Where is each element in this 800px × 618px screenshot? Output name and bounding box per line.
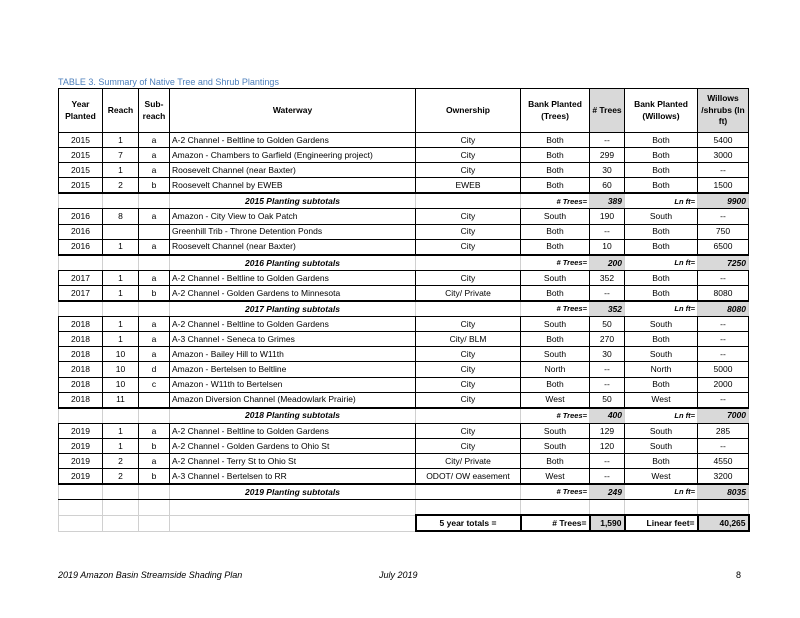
cell-ownership: City: [416, 347, 521, 362]
cell-bank-willows: Both: [625, 163, 698, 178]
cell-subreach: b: [139, 469, 170, 485]
cell-reach: 1: [103, 239, 139, 255]
cell-year: 2018: [59, 362, 103, 377]
cell-ownership: City: [416, 438, 521, 453]
subtotal-spacer: [139, 408, 170, 424]
cell-num-trees: 129: [590, 423, 625, 438]
subtotal-spacer: [139, 484, 170, 500]
cell-willows: 5400: [698, 133, 749, 148]
cell-year: 2015: [59, 163, 103, 178]
cell-reach: 1: [103, 317, 139, 332]
cell-subreach: b: [139, 285, 170, 301]
cell-bank-trees: Both: [521, 285, 590, 301]
cell-subreach: b: [139, 178, 170, 194]
cell-reach: 1: [103, 285, 139, 301]
subtotal-trees-value: 352: [590, 301, 625, 317]
cell-bank-trees: South: [521, 423, 590, 438]
cell-reach: 2: [103, 453, 139, 468]
subtotal-row: [59, 255, 749, 271]
header-willows: Willows /shrubs (ln ft): [698, 89, 749, 133]
cell-bank-trees: Both: [521, 453, 590, 468]
subtotal-spacer: [416, 193, 521, 209]
cell-bank-willows: South: [625, 209, 698, 224]
subtotal-label: 2018 Planting subtotals: [170, 408, 416, 424]
subtotal-spacer: [416, 255, 521, 271]
cell-subreach: a: [139, 317, 170, 332]
subtotal-trees-value: 389: [590, 193, 625, 209]
cell-year: 2018: [59, 347, 103, 362]
subtotal-spacer: [59, 193, 103, 209]
header-waterway: Waterway: [170, 89, 416, 133]
table-row: [59, 148, 749, 163]
subtotal-trees-label: # Trees=: [521, 193, 590, 209]
subtotal-spacer: [139, 255, 170, 271]
cell-waterway: A-2 Channel - Golden Gardens to Minnesota: [170, 285, 416, 301]
subtotal-feet-value: 7000: [698, 408, 749, 424]
cell-num-trees: 352: [590, 270, 625, 285]
cell-year: 2018: [59, 317, 103, 332]
cell-bank-trees: Both: [521, 239, 590, 255]
cell-waterway: A-2 Channel - Golden Gardens to Ohio St: [170, 438, 416, 453]
cell-willows: 8080: [698, 285, 749, 301]
table-row: [59, 377, 749, 392]
cell-waterway: Amazon - City View to Oak Patch: [170, 209, 416, 224]
table-row: [59, 362, 749, 377]
cell-year: 2018: [59, 332, 103, 347]
table-body: [59, 133, 749, 500]
cell-bank-willows: Both: [625, 224, 698, 239]
cell-waterway: Amazon Diversion Channel (Meadowlark Prairie): [170, 392, 416, 408]
subtotal-trees-value: 200: [590, 255, 625, 271]
subtotal-trees-value: 400: [590, 408, 625, 424]
subtotal-spacer: [103, 484, 139, 500]
cell-bank-trees: South: [521, 317, 590, 332]
cell-num-trees: --: [590, 453, 625, 468]
cell-bank-willows: North: [625, 362, 698, 377]
cell-bank-willows: Both: [625, 133, 698, 148]
cell-bank-willows: West: [625, 392, 698, 408]
cell-willows: 1500: [698, 178, 749, 194]
table-row: [59, 239, 749, 255]
cell-waterway: A-3 Channel - Seneca to Grimes: [170, 332, 416, 347]
cell-bank-willows: South: [625, 423, 698, 438]
cell-bank-trees: Both: [521, 133, 590, 148]
cell-ownership: City/ Private: [416, 285, 521, 301]
cell-subreach: b: [139, 438, 170, 453]
cell-reach: 8: [103, 209, 139, 224]
cell-bank-willows: Both: [625, 270, 698, 285]
cell-bank-willows: South: [625, 317, 698, 332]
blank-row: [59, 500, 749, 516]
header-bank-willows: Bank Planted (Willows): [625, 89, 698, 133]
header-subreach: Sub-reach: [139, 89, 170, 133]
cell-reach: 2: [103, 469, 139, 485]
cell-bank-trees: North: [521, 362, 590, 377]
subtotal-trees-label: # Trees=: [521, 408, 590, 424]
cell-waterway: Greenhill Trib - Throne Detention Ponds: [170, 224, 416, 239]
cell-bank-willows: Both: [625, 148, 698, 163]
subtotal-feet-label: Ln ft=: [625, 193, 698, 209]
cell-bank-trees: Both: [521, 224, 590, 239]
cell-bank-willows: Both: [625, 453, 698, 468]
cell-reach: 1: [103, 270, 139, 285]
cell-bank-willows: Both: [625, 332, 698, 347]
cell-reach: 10: [103, 377, 139, 392]
cell-num-trees: 60: [590, 178, 625, 194]
cell-willows: 3000: [698, 148, 749, 163]
cell-subreach: a: [139, 148, 170, 163]
cell-ownership: City: [416, 377, 521, 392]
cell-bank-willows: Both: [625, 178, 698, 194]
subtotal-spacer: [416, 301, 521, 317]
subtotal-row: [59, 301, 749, 317]
subtotal-spacer: [59, 301, 103, 317]
table-row: [59, 332, 749, 347]
totals-row: [59, 515, 749, 531]
cell-willows: 285: [698, 423, 749, 438]
cell-bank-willows: Both: [625, 239, 698, 255]
subtotal-row: [59, 408, 749, 424]
cell-reach: [103, 224, 139, 239]
cell-waterway: A-2 Channel - Terry St to Ohio St: [170, 453, 416, 468]
cell-reach: 1: [103, 438, 139, 453]
subtotal-row: [59, 484, 749, 500]
cell-ownership: City/ Private: [416, 453, 521, 468]
subtotal-trees-label: # Trees=: [521, 301, 590, 317]
subtotal-spacer: [103, 408, 139, 424]
cell-reach: 2: [103, 178, 139, 194]
cell-reach: 1: [103, 163, 139, 178]
subtotal-label: 2016 Planting subtotals: [170, 255, 416, 271]
cell-subreach: c: [139, 377, 170, 392]
cell-bank-trees: Both: [521, 163, 590, 178]
cell-waterway: Amazon - Chambers to Garfield (Engineering project): [170, 148, 416, 163]
cell-subreach: a: [139, 163, 170, 178]
subtotal-feet-label: Ln ft=: [625, 301, 698, 317]
table-row: [59, 178, 749, 194]
cell-bank-trees: Both: [521, 332, 590, 347]
footer-title: 2019 Amazon Basin Streamside Shading Plan: [58, 570, 243, 580]
cell-waterway: Amazon - Bertelsen to Beltline: [170, 362, 416, 377]
cell-willows: --: [698, 163, 749, 178]
subtotal-spacer: [59, 255, 103, 271]
cell-num-trees: --: [590, 469, 625, 485]
header-year: Year Planted: [59, 89, 103, 133]
cell-year: 2019: [59, 438, 103, 453]
cell-reach: 1: [103, 133, 139, 148]
cell-waterway: Roosevelt Channel by EWEB: [170, 178, 416, 194]
table-row: [59, 469, 749, 485]
table-row: [59, 317, 749, 332]
table-row: [59, 347, 749, 362]
cell-waterway: A-3 Channel - Bertelsen to RR: [170, 469, 416, 485]
table-row: [59, 423, 749, 438]
cell-num-trees: 270: [590, 332, 625, 347]
cell-year: 2018: [59, 377, 103, 392]
totals-trees-value: 1,590: [590, 515, 625, 531]
cell-num-trees: --: [590, 285, 625, 301]
page-number: 8: [736, 570, 742, 580]
cell-ownership: City: [416, 209, 521, 224]
header-bank-trees: Bank Planted (Trees): [521, 89, 590, 133]
cell-ownership: City: [416, 392, 521, 408]
table-row: [59, 209, 749, 224]
cell-willows: 5000: [698, 362, 749, 377]
cell-willows: --: [698, 438, 749, 453]
cell-year: 2016: [59, 239, 103, 255]
cell-reach: 1: [103, 332, 139, 347]
cell-willows: --: [698, 347, 749, 362]
subtotal-trees-label: # Trees=: [521, 255, 590, 271]
cell-reach: 10: [103, 347, 139, 362]
cell-subreach: a: [139, 209, 170, 224]
table-row: [59, 133, 749, 148]
totals-feet-value: 40,265: [698, 515, 749, 531]
cell-waterway: Amazon - W11th to Bertelsen: [170, 377, 416, 392]
header-row: [59, 89, 749, 133]
cell-willows: --: [698, 209, 749, 224]
cell-num-trees: 50: [590, 392, 625, 408]
table-row: [59, 453, 749, 468]
cell-bank-trees: West: [521, 469, 590, 485]
cell-subreach: a: [139, 133, 170, 148]
subtotal-feet-value: 8080: [698, 301, 749, 317]
subtotal-spacer: [59, 484, 103, 500]
cell-year: 2019: [59, 423, 103, 438]
cell-ownership: ODOT/ OW easement: [416, 469, 521, 485]
subtotal-trees-value: 249: [590, 484, 625, 500]
cell-willows: 3200: [698, 469, 749, 485]
cell-bank-trees: Both: [521, 148, 590, 163]
cell-num-trees: --: [590, 133, 625, 148]
cell-year: 2015: [59, 133, 103, 148]
table-row: [59, 392, 749, 408]
subtotal-row: [59, 193, 749, 209]
subtotal-trees-label: # Trees=: [521, 484, 590, 500]
cell-num-trees: 190: [590, 209, 625, 224]
totals-section: [59, 500, 749, 532]
subtotal-label: 2015 Planting subtotals: [170, 193, 416, 209]
cell-subreach: a: [139, 239, 170, 255]
subtotal-spacer: [103, 301, 139, 317]
subtotal-spacer: [59, 408, 103, 424]
cell-reach: 1: [103, 423, 139, 438]
cell-reach: 11: [103, 392, 139, 408]
cell-num-trees: 10: [590, 239, 625, 255]
subtotal-spacer: [416, 408, 521, 424]
cell-num-trees: 30: [590, 163, 625, 178]
subtotal-feet-value: 7250: [698, 255, 749, 271]
cell-ownership: City: [416, 423, 521, 438]
cell-ownership: EWEB: [416, 178, 521, 194]
cell-bank-trees: West: [521, 392, 590, 408]
totals-label: 5 year totals =: [416, 515, 521, 531]
subtotal-label: 2017 Planting subtotals: [170, 301, 416, 317]
header-reach: Reach: [103, 89, 139, 133]
subtotal-feet-label: Ln ft=: [625, 408, 698, 424]
cell-bank-willows: Both: [625, 377, 698, 392]
cell-year: 2016: [59, 224, 103, 239]
cell-ownership: City: [416, 148, 521, 163]
table-row: [59, 224, 749, 239]
subtotal-feet-value: 9900: [698, 193, 749, 209]
cell-num-trees: --: [590, 377, 625, 392]
cell-willows: --: [698, 317, 749, 332]
subtotal-label: 2019 Planting subtotals: [170, 484, 416, 500]
cell-bank-willows: West: [625, 469, 698, 485]
cell-willows: --: [698, 270, 749, 285]
cell-subreach: [139, 392, 170, 408]
cell-willows: --: [698, 332, 749, 347]
cell-bank-trees: South: [521, 270, 590, 285]
cell-bank-willows: South: [625, 347, 698, 362]
cell-bank-trees: South: [521, 209, 590, 224]
cell-num-trees: 30: [590, 347, 625, 362]
totals-trees-label: # Trees=: [521, 515, 590, 531]
cell-year: 2019: [59, 469, 103, 485]
subtotal-spacer: [103, 255, 139, 271]
table-caption: TABLE 3. Summary of Native Tree and Shrub Plantings: [58, 77, 279, 87]
cell-willows: 2000: [698, 377, 749, 392]
cell-year: 2017: [59, 285, 103, 301]
cell-willows: 4550: [698, 453, 749, 468]
cell-ownership: City: [416, 239, 521, 255]
cell-ownership: City: [416, 163, 521, 178]
cell-num-trees: --: [590, 224, 625, 239]
cell-year: 2019: [59, 453, 103, 468]
cell-willows: --: [698, 392, 749, 408]
cell-waterway: A-2 Channel - Beltline to Golden Gardens: [170, 317, 416, 332]
cell-ownership: City: [416, 270, 521, 285]
cell-year: 2015: [59, 148, 103, 163]
table-row: [59, 285, 749, 301]
cell-subreach: a: [139, 453, 170, 468]
cell-reach: 10: [103, 362, 139, 377]
cell-ownership: City: [416, 224, 521, 239]
plantings-table: [58, 88, 750, 532]
table-row: [59, 438, 749, 453]
cell-reach: 7: [103, 148, 139, 163]
cell-num-trees: 50: [590, 317, 625, 332]
cell-waterway: A-2 Channel - Beltline to Golden Gardens: [170, 423, 416, 438]
cell-bank-willows: South: [625, 438, 698, 453]
table-row: [59, 163, 749, 178]
cell-year: 2016: [59, 209, 103, 224]
cell-waterway: Roosevelt Channel (near Baxter): [170, 163, 416, 178]
subtotal-spacer: [139, 301, 170, 317]
cell-ownership: City: [416, 362, 521, 377]
cell-subreach: [139, 224, 170, 239]
cell-subreach: d: [139, 362, 170, 377]
cell-waterway: A-2 Channel - Beltline to Golden Gardens: [170, 270, 416, 285]
cell-subreach: a: [139, 347, 170, 362]
cell-num-trees: --: [590, 362, 625, 377]
cell-waterway: A-2 Channel - Beltline to Golden Gardens: [170, 133, 416, 148]
cell-willows: 750: [698, 224, 749, 239]
header-num-trees: # Trees: [590, 89, 625, 133]
cell-waterway: Amazon - Bailey Hill to W11th: [170, 347, 416, 362]
cell-subreach: a: [139, 423, 170, 438]
subtotal-feet-value: 8035: [698, 484, 749, 500]
cell-ownership: City: [416, 317, 521, 332]
cell-waterway: Roosevelt Channel (near Baxter): [170, 239, 416, 255]
cell-willows: 6500: [698, 239, 749, 255]
subtotal-feet-label: Ln ft=: [625, 255, 698, 271]
cell-year: 2018: [59, 392, 103, 408]
table-row: [59, 270, 749, 285]
cell-bank-trees: South: [521, 438, 590, 453]
cell-year: 2017: [59, 270, 103, 285]
subtotal-spacer: [103, 193, 139, 209]
cell-subreach: a: [139, 270, 170, 285]
cell-ownership: City/ BLM: [416, 332, 521, 347]
footer-date: July 2019: [379, 570, 418, 580]
cell-bank-trees: South: [521, 347, 590, 362]
cell-bank-trees: Both: [521, 178, 590, 194]
totals-feet-label: Linear feet=: [625, 515, 698, 531]
cell-bank-willows: Both: [625, 285, 698, 301]
cell-bank-trees: Both: [521, 377, 590, 392]
cell-num-trees: 299: [590, 148, 625, 163]
header-ownership: Ownership: [416, 89, 521, 133]
cell-year: 2015: [59, 178, 103, 194]
subtotal-spacer: [416, 484, 521, 500]
cell-ownership: City: [416, 133, 521, 148]
cell-subreach: a: [139, 332, 170, 347]
subtotal-feet-label: Ln ft=: [625, 484, 698, 500]
subtotal-spacer: [139, 193, 170, 209]
cell-num-trees: 120: [590, 438, 625, 453]
